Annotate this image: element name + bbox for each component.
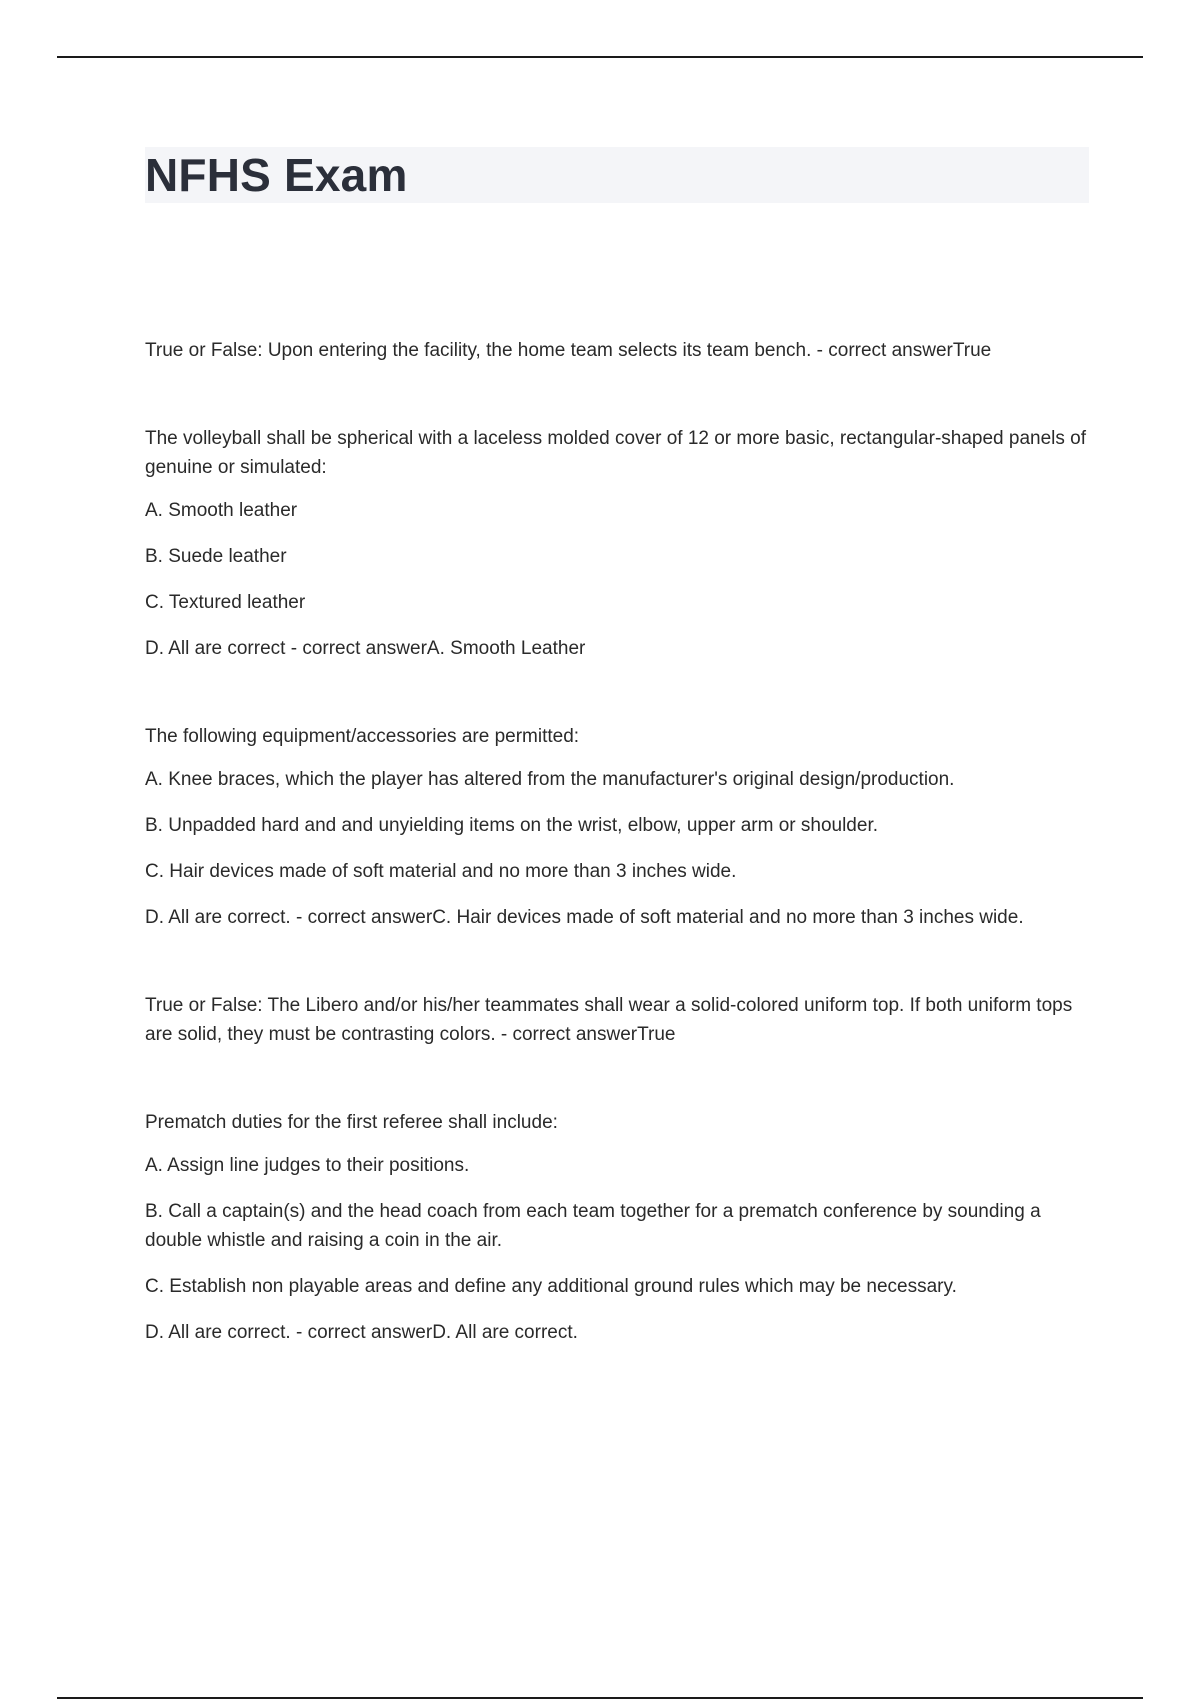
question-text: The following equipment/accessories are permitted: [145, 726, 580, 747]
answer-option: D. All are correct. - correct answerC. Hair devices made of soft material and no more than 3 inches wide. [145, 907, 1024, 928]
answer-option: B. Suede leather [145, 546, 287, 567]
answer-option: D. All are correct. - correct answerD. All are correct. [145, 1322, 578, 1343]
title-banner [145, 147, 1089, 203]
question-item-1 [145, 336, 1089, 365]
question-text: The volleyball shall be spherical with a laceless molded cover of 12 or more basic, rectangular-shaped panels of genuine or simulated: [145, 428, 1087, 478]
question-item-5 [145, 1108, 1089, 1347]
answer-option: C. Textured leather [145, 592, 306, 613]
answer-option: A. Knee braces, which the player has altered from the manufacturer's original design/production. [145, 769, 955, 790]
answer-option: A. Smooth leather [145, 500, 298, 521]
answer-option: B. Call a captain(s) and the head coach from each team together for a prematch conference by sounding a double whistle and raising a coin in the air. [145, 1201, 1041, 1251]
question-item-3 [145, 722, 1089, 932]
answer-option: B. Unpadded hard and and unyielding items on the wrist, elbow, upper arm or shoulder. [145, 815, 879, 836]
exam-content [145, 336, 1089, 1347]
answer-option: A. Assign line judges to their positions. [145, 1155, 470, 1176]
question-text: Prematch duties for the first referee shall include: [145, 1112, 558, 1133]
answer-option: D. All are correct - correct answerA. Smooth Leather [145, 638, 586, 659]
answer-option: C. Hair devices made of soft material and no more than 3 inches wide. [145, 861, 737, 882]
question-item-2 [145, 424, 1089, 663]
question-text: True or False: Upon entering the facility, the home team selects its team bench. - correct answerTrue [145, 340, 992, 361]
question-text: True or False: The Libero and/or his/her teammates shall wear a solid-colored uniform top. If both uniform tops are solid, they must be contrasting colors. - correct answerTrue [145, 995, 1073, 1045]
question-item-4 [145, 991, 1089, 1049]
header-rule [57, 56, 1143, 58]
footer-rule [57, 1697, 1143, 1699]
page-title: NFHS Exam [145, 149, 408, 201]
answer-option: C. Establish non playable areas and define any additional ground rules which may be necessary. [145, 1276, 957, 1297]
